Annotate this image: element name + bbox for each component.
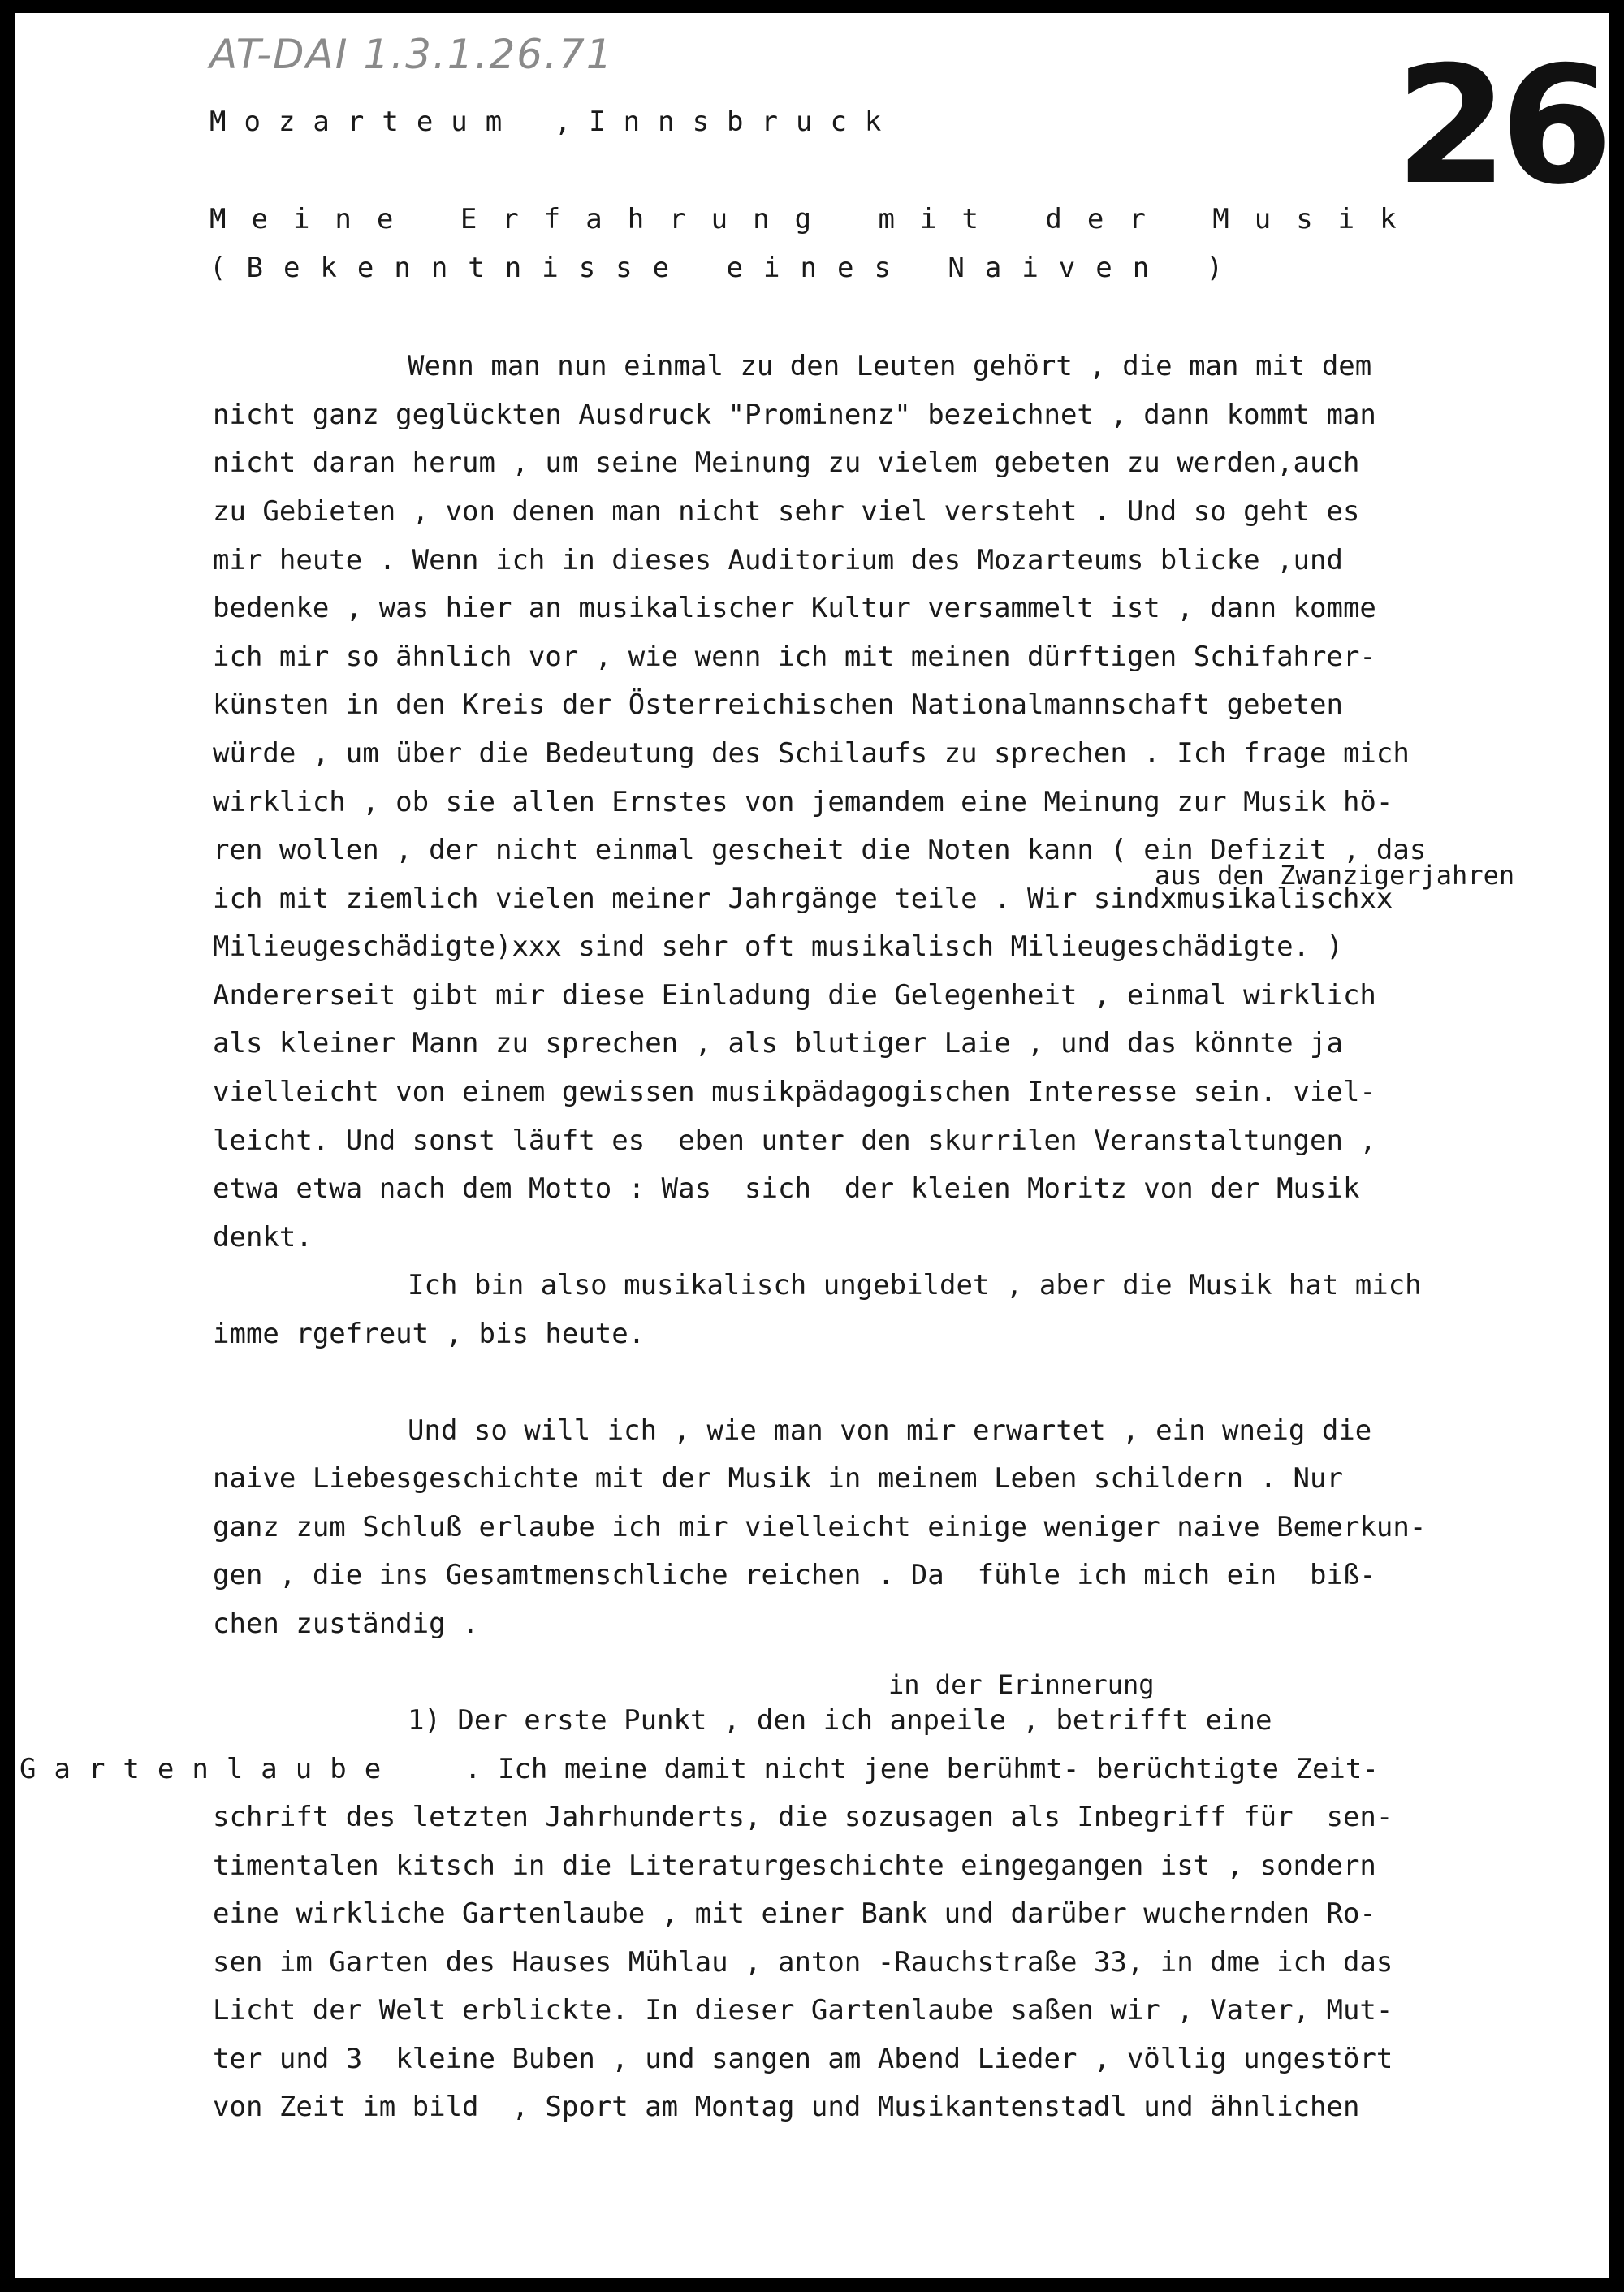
text-line: von Zeit im bild , Sport am Montag und Musikantenstadl und ähnlichen bbox=[213, 2091, 1360, 2123]
insertion-note: in der Erinnerung bbox=[888, 1669, 1155, 1700]
text-line: mir heute . Wenn ich in dieses Auditorium des Mozarteums blicke ,und bbox=[213, 544, 1343, 576]
text-line: 1) Der erste Punkt , den ich anpeile , betrifft eine bbox=[408, 1704, 1272, 1737]
text-line: wirklich , ob sie allen Ernstes von jemandem eine Meinung zur Musik hö- bbox=[213, 786, 1393, 818]
handwritten-page-number: 26 bbox=[1395, 32, 1605, 221]
text-line: nicht daran herum , um seine Meinung zu vielem gebeten zu werden,auch bbox=[213, 447, 1360, 479]
text-line: Und so will ich , wie man von mir erwartet , ein wneig die bbox=[408, 1414, 1372, 1447]
text-line: Milieugeschädigte)xxx sind sehr oft musikalisch Milieugeschädigte. ) bbox=[213, 930, 1343, 963]
text-line: Wenn man nun einmal zu den Leuten gehört , die man mit dem bbox=[408, 350, 1372, 382]
text-line: ter und 3 kleine Buben , und sangen am Abend Lieder , völlig ungestört bbox=[213, 2043, 1393, 2075]
text-line: Ich bin also musikalisch ungebildet , aber die Musik hat mich bbox=[408, 1269, 1422, 1301]
text-line: bedenke , was hier an musikalischer Kultur versammelt ist , dann komme bbox=[213, 592, 1376, 624]
text-line: nicht ganz geglückten Ausdruck "Prominenz" bezeichnet , dann kommt man bbox=[213, 399, 1376, 431]
text-line: . Ich meine damit nicht jene berühmt- berüchtigte Zeit- bbox=[464, 1753, 1379, 1785]
insertion-note: aus den Zwanzigerjahren bbox=[1155, 860, 1515, 891]
text-line: zu Gebieten , von denen man nicht sehr viel versteht . Und so geht es bbox=[213, 495, 1360, 528]
text-line: gen , die ins Gesamtmenschliche reichen . Da fühle ich mich ein biß- bbox=[213, 1559, 1376, 1591]
text-line: sen im Garten des Hauses Mühlau , anton -Rauchstraße 33, in dme ich das bbox=[213, 1946, 1393, 1979]
text-line: Andererseit gibt mir diese Einladung die Gelegenheit , einmal wirklich bbox=[213, 979, 1376, 1012]
document-title: Meine Erfahrung mit der Musik bbox=[209, 203, 1422, 235]
text-line: etwa etwa nach dem Motto : Was sich der kleien Moritz von der Musik bbox=[213, 1172, 1360, 1205]
margin-word: Gartenlaube bbox=[19, 1753, 400, 1785]
archive-mark: AT-DAI 1.3.1.26.71 bbox=[209, 31, 614, 78]
document-page bbox=[15, 13, 1609, 2278]
institution-header: Mozarteum ,Innsbruck bbox=[209, 106, 900, 138]
text-line: eine wirkliche Gartenlaube , mit einer Bank und darüber wuchernden Ro- bbox=[213, 1897, 1376, 1930]
text-line: Licht der Welt erblickte. In dieser Gartenlaube saßen wir , Vater, Mut- bbox=[213, 1994, 1393, 2027]
text-line: als kleiner Mann zu sprechen , als blutiger Laie , und das könnte ja bbox=[213, 1027, 1343, 1060]
text-line: ich mit ziemlich vielen meiner Jahrgänge teile . Wir sindxmusikalischxx bbox=[213, 883, 1393, 915]
text-line: imme rgefreut , bis heute. bbox=[213, 1318, 646, 1350]
text-line: vielleicht von einem gewissen musikpädagogischen Interesse sein. viel- bbox=[213, 1076, 1376, 1108]
text-line: chen zuständig . bbox=[213, 1608, 479, 1640]
text-line: naive Liebesgeschichte mit der Musik in meinem Leben schildern . Nur bbox=[213, 1462, 1343, 1495]
text-line: ganz zum Schluß erlaube ich mir vielleicht einige weniger naive Bemerkun- bbox=[213, 1511, 1427, 1543]
text-line: ich mir so ähnlich vor , wie wenn ich mit meinen dürftigen Schifahrer- bbox=[213, 641, 1376, 673]
text-line: denkt. bbox=[213, 1221, 313, 1254]
text-line: ren wollen , der nicht einmal gescheit die Noten kann ( ein Defizit , das bbox=[213, 834, 1427, 866]
text-line: schrift des letzten Jahrhunderts, die sozusagen als Inbegriff für sen- bbox=[213, 1801, 1393, 1833]
text-line: würde , um über die Bedeutung des Schilaufs zu sprechen . Ich frage mich bbox=[213, 737, 1410, 770]
document-subtitle: (Bekenntnisse eines Naiven ) bbox=[209, 252, 1244, 284]
text-line: timentalen kitsch in die Literaturgeschichte eingegangen ist , sondern bbox=[213, 1850, 1376, 1882]
text-line: leicht. Und sonst läuft es eben unter den skurrilen Veranstaltungen , bbox=[213, 1124, 1376, 1157]
text-line: künsten in den Kreis der Österreichischen Nationalmannschaft gebeten bbox=[213, 688, 1343, 721]
